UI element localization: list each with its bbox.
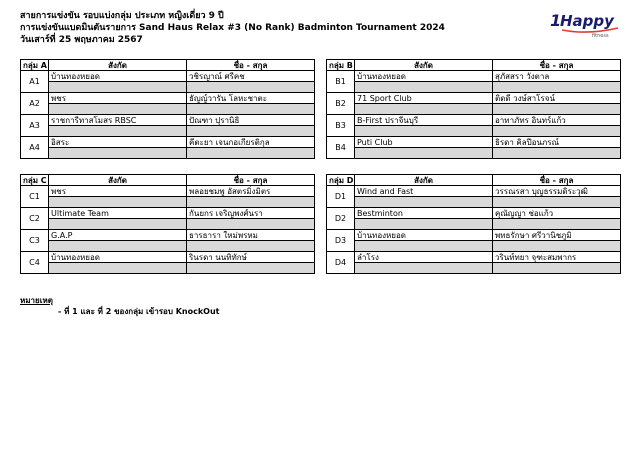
- blank-cell: [493, 104, 621, 115]
- seed-code: B3: [327, 115, 355, 137]
- notes-line: - ที่ 1 และ ที่ 2 ของกลุ่ม เข้ารอบ KnockOut: [58, 307, 220, 316]
- club-cell: พชร: [49, 93, 187, 104]
- blank-cell: [355, 126, 493, 137]
- player-name-cell: ติดดี วงษ์สาโรจน์: [493, 93, 621, 104]
- seed-code: A3: [21, 115, 49, 137]
- seed-code: A4: [21, 137, 49, 159]
- player-name-cell: ปัณฑา ปุรานิธิ: [187, 115, 315, 126]
- blank-cell: [49, 263, 187, 274]
- blank-cell: [49, 104, 187, 115]
- seed-code: B4: [327, 137, 355, 159]
- notes-title: หมายเหตุ: [20, 296, 53, 305]
- group-d-label: กลุ่ม D: [327, 175, 355, 186]
- group-b-table: [326, 59, 621, 159]
- seed-code: C2: [21, 208, 49, 230]
- blank-cell: [187, 219, 315, 230]
- blank-cell: [493, 197, 621, 208]
- seed-code: D2: [327, 208, 355, 230]
- player-name-cell: อาทาภัทร อินทร์แก้ว: [493, 115, 621, 126]
- col-affiliation: สังกัด: [355, 60, 493, 71]
- club-cell: Ultimate Team: [49, 208, 187, 219]
- player-name-cell: รินรดา นนทิทักษ์: [187, 252, 315, 263]
- seed-code: D4: [327, 252, 355, 274]
- col-name: ชื่อ - สกุล: [493, 60, 621, 71]
- seed-code: C3: [21, 230, 49, 252]
- club-cell: Bestminton: [355, 208, 493, 219]
- col-name: ชื่อ - สกุล: [493, 175, 621, 186]
- club-cell: 71 Sport Club: [355, 93, 493, 104]
- blank-cell: [49, 241, 187, 252]
- blank-cell: [49, 126, 187, 137]
- seed-code: C1: [21, 186, 49, 208]
- col-name: ชื่อ - สกุล: [187, 175, 315, 186]
- player-name-cell: วรินท์ทยา จุฑะสมพากร: [493, 252, 621, 263]
- player-name-cell: พทธรักษา ศรีวานิชภูมิ: [493, 230, 621, 241]
- blank-cell: [355, 104, 493, 115]
- seed-code: A1: [21, 71, 49, 93]
- blank-cell: [355, 219, 493, 230]
- logo-wordmark: Happy: [560, 12, 614, 30]
- blank-cell: [355, 82, 493, 93]
- logo-prefix: 1: [550, 11, 562, 30]
- player-name-cell: วชิรญาณ์ ศรีคช: [187, 71, 315, 82]
- blank-cell: [49, 148, 187, 159]
- title-date: วันเสาร์ที่ 25 พฤษภาคม 2567: [20, 35, 143, 45]
- col-affiliation: สังกัด: [49, 60, 187, 71]
- blank-cell: [187, 126, 315, 137]
- blank-cell: [355, 241, 493, 252]
- club-cell: ลำโรง: [355, 252, 493, 263]
- happy-fitness-logo: [548, 6, 622, 40]
- player-name-cell: วรรณรสา บุญธรรมดิระวุฒิ: [493, 186, 621, 197]
- blank-cell: [49, 219, 187, 230]
- group-a-label: กลุ่ม A: [21, 60, 49, 71]
- blank-cell: [49, 197, 187, 208]
- club-cell: บ้านทองหยอด: [355, 230, 493, 241]
- blank-cell: [355, 197, 493, 208]
- seed-code: C4: [21, 252, 49, 274]
- blank-cell: [187, 263, 315, 274]
- group-b-label: กลุ่ม B: [327, 60, 355, 71]
- player-name-cell: พลอยชมพู อัสตรมิ่งมิตร: [187, 186, 315, 197]
- club-cell: G.A.P: [49, 230, 187, 241]
- blank-cell: [187, 197, 315, 208]
- club-cell: บ้านทองหยอด: [49, 252, 187, 263]
- club-cell: อิสระ: [49, 137, 187, 148]
- title-line-2: การแข่งขันแบดมินตันรายการ Sand Haus Relax #3 (No Rank) Badminton Tournament 2024: [20, 23, 445, 33]
- blank-cell: [493, 263, 621, 274]
- col-name: ชื่อ - สกุล: [187, 60, 315, 71]
- seed-code: D3: [327, 230, 355, 252]
- player-name-cell: ธัญญ์วารัน โลหะชาตะ: [187, 93, 315, 104]
- player-name-cell: ธิรดา คิลปีอนภรณ์: [493, 137, 621, 148]
- blank-cell: [493, 82, 621, 93]
- club-cell: Puti Club: [355, 137, 493, 148]
- blank-cell: [493, 148, 621, 159]
- blank-cell: [187, 104, 315, 115]
- col-affiliation: สังกัด: [355, 175, 493, 186]
- blank-cell: [355, 148, 493, 159]
- group-d-table: [326, 174, 621, 274]
- club-cell: บ้านทองหยอด: [355, 71, 493, 82]
- player-name-cell: ธารธารา ใหม่พรหม: [187, 230, 315, 241]
- club-cell: พชร: [49, 186, 187, 197]
- blank-cell: [187, 241, 315, 252]
- player-name-cell: คีตะยา เจนกอเกียรติกุล: [187, 137, 315, 148]
- seed-code: B2: [327, 93, 355, 115]
- blank-cell: [493, 219, 621, 230]
- group-a-table: [20, 59, 315, 159]
- player-name-cell: สุภัสสรา วังตาล: [493, 71, 621, 82]
- blank-cell: [355, 263, 493, 274]
- blank-cell: [49, 82, 187, 93]
- group-c-label: กลุ่ม C: [21, 175, 49, 186]
- title-line-1: สายการแข่งขัน รอบแบ่งกลุ่ม ประเภท หญิงเดี่ยว 9 ปี: [20, 11, 224, 21]
- group-c-table: [20, 174, 315, 274]
- club-cell: ราชการีทาสโมสร RBSC: [49, 115, 187, 126]
- blank-cell: [493, 241, 621, 252]
- club-cell: Wind and Fast: [355, 186, 493, 197]
- club-cell: B-First ปราจีนบุรี: [355, 115, 493, 126]
- col-affiliation: สังกัด: [49, 175, 187, 186]
- seed-code: B1: [327, 71, 355, 93]
- logo-sub: fitness: [592, 33, 609, 39]
- player-name-cell: คุณัญญา ช่อแก้ว: [493, 208, 621, 219]
- seed-code: D1: [327, 186, 355, 208]
- player-name-cell: กันยกร เจริญพงศ์นรา: [187, 208, 315, 219]
- blank-cell: [187, 82, 315, 93]
- club-cell: บ้านทองหยอด: [49, 71, 187, 82]
- blank-cell: [187, 148, 315, 159]
- blank-cell: [493, 126, 621, 137]
- seed-code: A2: [21, 93, 49, 115]
